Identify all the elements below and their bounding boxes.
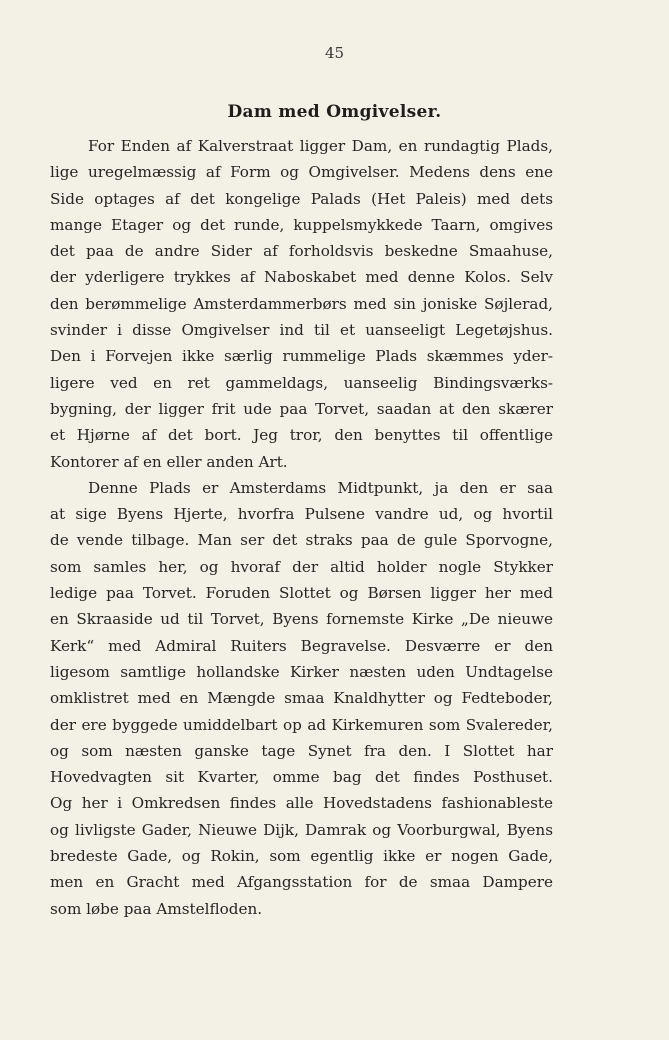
text-line: Kerk“ med Admiral Ruiters Begravelse. Desværre er den <box>50 636 553 655</box>
text-line: ligesom samtlige hollandske Kirker næsten uden Undtagelse <box>50 662 553 681</box>
body-text <box>50 133 553 922</box>
text-line: svinder i disse Omgivelser ind til et uanseeligt Legetøjshus. <box>50 321 553 340</box>
text-line: For Enden af Kalverstraat ligger Dam, en rundagtig Plads, <box>88 137 553 155</box>
text-line: den berømmelige Amsterdammerbørs med sin joniske Søjlerad, <box>50 294 553 313</box>
text-line: men en Gracht med Afgangsstation for de smaa Dampere <box>50 873 553 892</box>
text-line: bygning, der ligger frit ude paa Torvet, saadan at den skærer <box>50 399 553 418</box>
text-line: Og her i Omkredsen findes alle Hovedstadens fashionableste <box>50 794 553 813</box>
text-line: som samles her, og hvoraf der altid holder nogle Stykker <box>50 557 553 576</box>
text-line: Side optages af det kongelige Palads (Het Paleis) med dets <box>50 189 553 208</box>
text-line: ledige paa Torvet. Foruden Slottet og Børsen ligger her med <box>50 584 553 603</box>
text-line: omklistret med en Mængde smaa Knaldhytter og Fedteboder, <box>50 689 553 708</box>
text-line: mange Etager og det runde, kuppelsmykkede Taarn, omgives <box>50 215 553 234</box>
paragraph-1 <box>50 133 553 475</box>
text-line: der ere byggede umiddelbart op ad Kirkemuren som Svalereder, <box>50 715 553 734</box>
text-line: Kontorer af en eller anden Art. <box>50 452 288 471</box>
page-number: 45 <box>324 44 345 62</box>
text-line: og livligste Gader, Nieuwe Dijk, Damrak og Voorburgwal, Byens <box>50 820 553 839</box>
text-line: Den i Forvejen ikke særlig rummelige Plads skæmmes yder- <box>50 347 553 366</box>
text-line: Hovedvagten sit Kvarter, omme bag det findes Posthuset. <box>50 768 553 787</box>
section-heading: Dam med Omgivelser. <box>227 102 442 122</box>
text-line: at sige Byens Hjerte, hvorfra Pulsene vandre ud, og hvortil <box>50 505 553 524</box>
text-line: der yderligere trykkes af Naboskabet med denne Kolos. Selv <box>50 268 553 287</box>
text-line: Denne Plads er Amsterdams Midtpunkt, ja den er saa <box>88 478 553 497</box>
text-line: det paa de andre Sider af forholdsvis beskedne Smaahuse, <box>50 242 553 261</box>
text-line: lige uregelmæssig af Form og Omgivelser. Medens dens ene <box>50 163 553 182</box>
text-line: ligere ved en ret gammeldags, uanseelig Bindingsværks- <box>50 373 553 392</box>
text-line: de vende tilbage. Man ser det straks paa de gule Sporvogne, <box>50 531 553 550</box>
text-line: som løbe paa Amstelfloden. <box>50 899 263 918</box>
text-line: bredeste Gade, og Rokin, som egentlig ikke er nogen Gade, <box>50 847 553 866</box>
text-line: og som næsten ganske tage Synet fra den. I Slottet har <box>50 741 553 760</box>
text-line: en Skraaside ud til Torvet, Byens fornemste Kirke „De nieuwe <box>50 610 553 629</box>
text-line: et Hjørne af det bort. Jeg tror, den benyttes til offentlige <box>50 426 553 445</box>
paragraph-2 <box>50 475 553 922</box>
